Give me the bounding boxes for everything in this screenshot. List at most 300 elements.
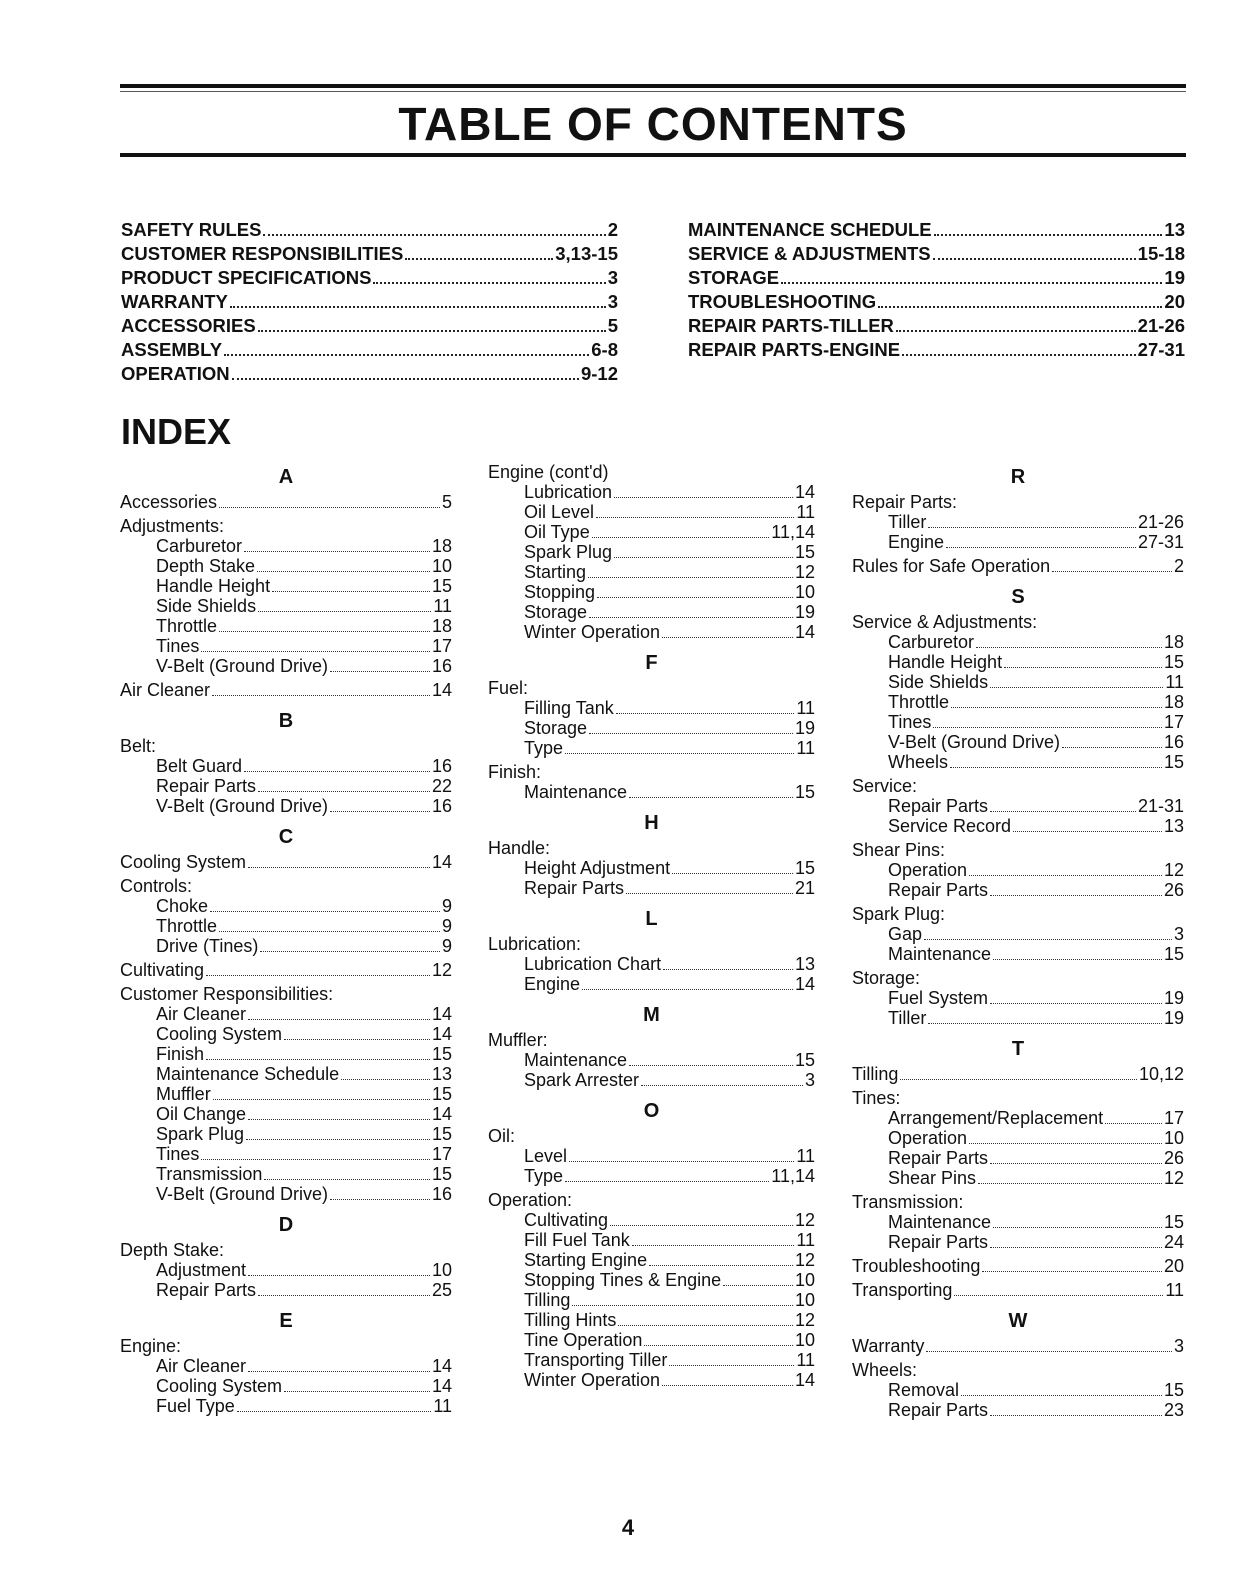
index-subentry [852, 796, 1184, 816]
index-entry-heading: Transmission: [852, 1192, 964, 1212]
index-subentry [488, 718, 815, 738]
index-letter-heading: R [1010, 466, 1026, 488]
index-subentry [852, 1108, 1184, 1128]
index-subentry-label: Finish [156, 1044, 205, 1064]
toc-entry-label: PRODUCT SPECIFICATIONS [121, 267, 372, 288]
index-entry-group [852, 1360, 1184, 1420]
index-entry-group [120, 1240, 452, 1300]
index-subentry-page: 11 [433, 596, 452, 616]
index-subentry [488, 1146, 815, 1166]
dot-leader [248, 1275, 430, 1276]
dot-leader [246, 1139, 430, 1140]
index-subentry-page: 16 [431, 756, 452, 776]
index-entry [120, 852, 452, 872]
dot-leader [565, 753, 794, 754]
toc-entry-page: 3,13-15 [555, 243, 618, 264]
index-subentry [852, 1128, 1184, 1148]
index-subentry [488, 542, 815, 562]
dot-leader [990, 1003, 1162, 1004]
index-letter-heading: A [278, 466, 294, 488]
index-subentry [120, 1260, 452, 1280]
index-subentry [488, 1290, 815, 1310]
index-entry-group [852, 904, 1184, 964]
index-subentry-label: Maintenance [524, 782, 628, 802]
index-subentry-label: Spark Arrester [524, 1070, 640, 1090]
index-subentry [488, 1350, 815, 1370]
toc-entry-page: 15-18 [1137, 243, 1185, 264]
toc-entry-label: SAFETY RULES [121, 219, 262, 240]
index-subentry-page: 13 [794, 954, 815, 974]
index-subentry-label: Tines [156, 636, 200, 656]
dot-leader [219, 507, 440, 508]
toc-entry [121, 314, 618, 338]
toc-entry-page: 3 [607, 291, 618, 312]
index-entry-label: Cooling System [120, 852, 247, 872]
toc-entry-label: CUSTOMER RESPONSIBILITIES [121, 243, 404, 264]
index-subentry-page: 13 [431, 1064, 452, 1084]
index-subentry-label: Belt Guard [156, 756, 243, 776]
dot-leader [201, 1159, 430, 1160]
index-subentry-label: Tiller [888, 1008, 927, 1028]
index-subentry-label: Engine [524, 974, 581, 994]
index-subentry [488, 482, 815, 502]
index-entry-group [120, 516, 452, 676]
index-subentry-page: 19 [794, 718, 815, 738]
index-column-3 [852, 462, 1184, 1424]
index-subentry-page: 14 [431, 1004, 452, 1024]
toc-entry-label: SERVICE & ADJUSTMENTS [688, 243, 931, 264]
index-entry-group [488, 934, 815, 994]
index-entry-label: Warranty [852, 1336, 925, 1356]
index-subentry [488, 502, 815, 522]
index-entry-group [488, 1190, 815, 1390]
dot-leader [649, 1265, 793, 1266]
dot-leader [572, 1305, 793, 1306]
index-subentry [488, 522, 815, 542]
index-entry-group [488, 1126, 815, 1186]
dot-leader [950, 767, 1162, 768]
dot-leader [592, 537, 770, 538]
index-subentry-page: 3 [1173, 924, 1184, 944]
dot-leader [969, 1143, 1162, 1144]
top-rule-thin [120, 91, 1186, 92]
index-subentry-label: Oil Type [524, 522, 590, 542]
index-subentry-label: Fuel Type [156, 1396, 235, 1416]
index-subentry [120, 1024, 452, 1044]
index-subentry-page: 18 [431, 616, 452, 636]
index-subentry [852, 1212, 1184, 1232]
index-subentry [120, 1064, 452, 1084]
dot-leader [961, 1395, 1162, 1396]
index-subentry-label: Throttle [156, 616, 218, 636]
index-subentry-label: Maintenance [888, 944, 992, 964]
index-entry-heading: Customer Responsibilities: [120, 984, 334, 1004]
dot-leader [596, 517, 794, 518]
index-letter-heading: L [645, 908, 658, 930]
index-entry-page: 11 [1165, 1280, 1184, 1300]
index-subentry-page: 22 [431, 776, 452, 796]
dot-leader [662, 1385, 793, 1386]
dot-leader [641, 1085, 803, 1086]
index-entry-group [852, 1280, 1184, 1300]
index-entry-heading: Oil: [488, 1126, 515, 1146]
index-subentry [488, 1250, 815, 1270]
index-entry-heading: Finish: [488, 762, 542, 782]
index-subentry-page: 15 [1163, 1380, 1184, 1400]
index-subentry-label: Filling Tank [524, 698, 614, 718]
dot-leader [219, 631, 430, 632]
dot-leader [928, 527, 1136, 528]
dot-leader [933, 727, 1162, 728]
index-subentry-label: Spark Plug [524, 542, 613, 562]
index-entry-heading: Engine: [120, 1336, 182, 1356]
index-subentry [120, 796, 452, 816]
dot-leader [330, 671, 430, 672]
dot-leader [248, 1019, 430, 1020]
index-subentry [852, 732, 1184, 752]
toc-entry [688, 242, 1185, 266]
index-entry-heading: Service: [852, 776, 918, 796]
index-subentry-label: Tine Operation [524, 1330, 643, 1350]
top-rule [120, 84, 1186, 88]
index-entry-group [852, 1192, 1184, 1252]
index-subentry-label: Repair Parts [888, 880, 989, 900]
dot-leader [232, 378, 579, 380]
index-subentry [120, 936, 452, 956]
index-subentry-page: 15 [794, 782, 815, 802]
index-entry-page: 14 [431, 680, 452, 700]
index-entry-label: Air Cleaner [120, 680, 211, 700]
index-subentry-label: Tilling [524, 1290, 571, 1310]
dot-leader [582, 989, 793, 990]
dot-leader [1062, 747, 1162, 748]
dot-leader [982, 1271, 1162, 1272]
index-subentry [120, 536, 452, 556]
dot-leader [672, 873, 793, 874]
index-letter-heading: D [278, 1214, 294, 1236]
index-entry-group [852, 612, 1184, 772]
index-entry-group [852, 1088, 1184, 1188]
toc-entry-page: 2 [607, 219, 618, 240]
index-entry-page: 10,12 [1138, 1064, 1184, 1084]
index-subentry-page: 10 [431, 1260, 452, 1280]
toc-entry [688, 314, 1185, 338]
index-subentry-label: Type [524, 1166, 564, 1186]
index-entry-group [120, 852, 452, 872]
index-subentry-page: 11,14 [771, 522, 815, 542]
dot-leader [934, 234, 1163, 236]
dot-leader [284, 1039, 430, 1040]
index-subentry-page: 14 [431, 1376, 452, 1396]
dot-leader [1004, 667, 1162, 668]
index-entry-group [852, 492, 1184, 552]
index-subentry-label: Storage [524, 718, 588, 738]
index-subentry-label: Oil Level [524, 502, 595, 522]
index-letter-heading: H [644, 812, 659, 834]
index-subentry-page: 15 [431, 1044, 452, 1064]
dot-leader [230, 306, 606, 308]
index-subentry-label: Handle Height [156, 576, 271, 596]
dot-leader [258, 611, 431, 612]
index-subentry [852, 988, 1184, 1008]
index-subentry [488, 1270, 815, 1290]
index-subentry [120, 616, 452, 636]
dot-leader [257, 571, 430, 572]
index-entry-page: 3 [1173, 1336, 1184, 1356]
dot-leader [1052, 571, 1172, 572]
index-subentry [488, 1210, 815, 1230]
index-subentry [488, 1230, 815, 1250]
dot-leader [781, 282, 1162, 284]
index-subentry [120, 1084, 452, 1104]
toc-entry-page: 21-26 [1137, 315, 1185, 336]
dot-leader [589, 617, 793, 618]
index-subentry-label: Depth Stake [156, 556, 256, 576]
index-subentry-page: 14 [794, 622, 815, 642]
dot-leader [1105, 1123, 1162, 1124]
dot-leader [237, 1411, 432, 1412]
index-subentry [852, 692, 1184, 712]
dot-leader [589, 733, 793, 734]
toc-entry-page: 3 [607, 267, 618, 288]
toc-entry [688, 338, 1185, 362]
index-subentry-page: 11,14 [771, 1166, 815, 1186]
index-subentry-page: 15 [431, 1124, 452, 1144]
index-subentry [488, 1070, 815, 1090]
index-subentry [120, 896, 452, 916]
index-subentry-page: 11 [796, 738, 815, 758]
index-subentry-page: 19 [1163, 1008, 1184, 1028]
index-entry-group [120, 984, 452, 1204]
index-entry-heading: Engine (cont'd) [488, 462, 609, 482]
toc-right-column [688, 218, 1185, 362]
index-entry [120, 492, 452, 512]
index-subentry-label: Operation [888, 1128, 968, 1148]
index-subentry [488, 1050, 815, 1070]
dot-leader [330, 811, 430, 812]
index-subentry-page: 21 [794, 878, 815, 898]
toc-entry-page: 20 [1164, 291, 1185, 312]
index-subentry-label: V-Belt (Ground Drive) [888, 732, 1061, 752]
index-subentry [488, 1166, 815, 1186]
index-subentry-label: Starting Engine [524, 1250, 648, 1270]
index-subentry-label: Drive (Tines) [156, 936, 259, 956]
index-subentry [852, 1400, 1184, 1420]
index-subentry-page: 15 [1163, 944, 1184, 964]
index-subentry-label: Air Cleaner [156, 1356, 247, 1376]
dot-leader [614, 557, 793, 558]
index-entry-label: Tilling [852, 1064, 899, 1084]
index-subentry-label: Wheels [888, 752, 949, 772]
index-subentry [488, 782, 815, 802]
dot-leader [669, 1365, 794, 1366]
index-entry-heading: Muffler: [488, 1030, 548, 1050]
index-entry [120, 680, 452, 700]
dot-leader [405, 258, 553, 260]
index-subentry-label: Muffler [156, 1084, 211, 1104]
dot-leader [258, 1295, 430, 1296]
toc-entry-label: WARRANTY [121, 291, 228, 312]
dot-leader [990, 895, 1162, 896]
index-subentry [852, 880, 1184, 900]
index-subentry-page: 10 [794, 582, 815, 602]
index-letter-heading: F [645, 652, 658, 674]
dot-leader [248, 1371, 430, 1372]
index-subentry-page: 14 [794, 1370, 815, 1390]
dot-leader [258, 791, 430, 792]
index-entry [852, 1256, 1184, 1276]
index-subentry-label: Transmission [156, 1164, 263, 1184]
dot-leader [926, 1351, 1172, 1352]
index-subentry-page: 16 [431, 796, 452, 816]
index-entry-page: 14 [431, 852, 452, 872]
index-subentry [120, 1280, 452, 1300]
index-subentry-label: Throttle [156, 916, 218, 936]
index-entry-page: 20 [1163, 1256, 1184, 1276]
index-subentry-page: 11 [796, 1350, 815, 1370]
dot-leader [878, 306, 1162, 308]
toc-entry-label: REPAIR PARTS-ENGINE [688, 339, 901, 360]
index-letter-heading: T [1011, 1038, 1025, 1060]
toc-entry [121, 290, 618, 314]
index-subentry [120, 656, 452, 676]
index-entry [120, 960, 452, 980]
dot-leader [264, 1179, 430, 1180]
index-subentry-page: 12 [794, 1250, 815, 1270]
dot-leader [206, 975, 430, 976]
index-subentry-label: Cooling System [156, 1024, 283, 1044]
toc-entry-label: ASSEMBLY [121, 339, 223, 360]
index-letter-heading: E [279, 1310, 293, 1332]
index-entry-group [120, 492, 452, 512]
index-entry-page: 12 [431, 960, 452, 980]
dot-leader [258, 330, 606, 332]
index-entry-group [852, 968, 1184, 1028]
dot-leader [212, 695, 430, 696]
dot-leader [272, 591, 430, 592]
index-entry-heading: Tines: [852, 1088, 901, 1108]
index-entry-heading: Controls: [120, 876, 193, 896]
index-entry-group [852, 840, 1184, 900]
toc-entry [688, 290, 1185, 314]
index-subentry-page: 16 [431, 1184, 452, 1204]
toc-entry-page: 6-8 [591, 339, 618, 360]
dot-leader [244, 551, 430, 552]
index-entry-label: Cultivating [120, 960, 205, 980]
index-subentry-page: 9 [441, 936, 452, 956]
toc-entry [121, 218, 618, 242]
index-subentry-page: 12 [794, 1310, 815, 1330]
index-subentry-label: Fuel System [888, 988, 989, 1008]
index-subentry-label: Maintenance [524, 1050, 628, 1070]
index-subentry-page: 11 [796, 1146, 815, 1166]
index-entry [852, 1280, 1184, 1300]
index-subentry-label: Tilling Hints [524, 1310, 617, 1330]
dot-leader [978, 1183, 1162, 1184]
index-entry-heading: Lubrication: [488, 934, 582, 954]
index-subentry-page: 21-31 [1137, 796, 1184, 816]
index-subentry-label: Lubrication Chart [524, 954, 662, 974]
index-subentry-label: Transporting Tiller [524, 1350, 668, 1370]
index-subentry [120, 1104, 452, 1124]
index-subentry-page: 15 [1163, 652, 1184, 672]
dot-leader [626, 893, 793, 894]
toc-entry [688, 266, 1185, 290]
index-subentry-page: 21-26 [1137, 512, 1184, 532]
index-subentry [120, 596, 452, 616]
index-entry-page: 5 [441, 492, 452, 512]
index-subentry-page: 14 [794, 482, 815, 502]
index-subentry-page: 11 [796, 502, 815, 522]
toc-entry-label: TROUBLESHOOTING [688, 291, 877, 312]
dot-leader [969, 875, 1162, 876]
dot-leader [976, 647, 1162, 648]
index-subentry-page: 15 [431, 1084, 452, 1104]
index-entry-group [852, 1256, 1184, 1276]
dot-leader [644, 1345, 793, 1346]
index-entry-group [120, 1336, 452, 1416]
index-subentry-page: 14 [794, 974, 815, 994]
index-subentry-label: Adjustment [156, 1260, 247, 1280]
dot-leader [260, 951, 440, 952]
index-subentry [120, 776, 452, 796]
index-subentry [852, 1148, 1184, 1168]
index-subentry-page: 15 [431, 1164, 452, 1184]
index-subentry-page: 27-31 [1137, 532, 1184, 552]
index-subentry [120, 1124, 452, 1144]
dot-leader [896, 330, 1136, 332]
dot-leader [330, 1199, 430, 1200]
index-subentry-label: Spark Plug [156, 1124, 245, 1144]
index-entry-heading: Adjustments: [120, 516, 225, 536]
index-entry [852, 556, 1184, 576]
index-subentry [120, 1044, 452, 1064]
index-entry-heading: Repair Parts: [852, 492, 958, 512]
index-subentry-label: Maintenance [888, 1212, 992, 1232]
dot-leader [663, 969, 793, 970]
index-subentry-label: Removal [888, 1380, 960, 1400]
index-subentry [852, 1008, 1184, 1028]
index-subentry-page: 15 [794, 858, 815, 878]
index-subentry [488, 1330, 815, 1350]
index-entry-page: 2 [1173, 556, 1184, 576]
index-subentry-label: Stopping [524, 582, 596, 602]
index-letter-heading: O [643, 1100, 660, 1122]
index-subentry-label: Throttle [888, 692, 950, 712]
index-entry-group [852, 776, 1184, 836]
toc-entry-page: 19 [1164, 267, 1185, 288]
index-subentry-label: Carburetor [888, 632, 975, 652]
index-entry-heading: Spark Plug: [852, 904, 946, 924]
index-column-2 [488, 462, 815, 1394]
index-subentry-label: Tiller [888, 512, 927, 532]
index-subentry [120, 1396, 452, 1416]
index-subentry-page: 14 [431, 1356, 452, 1376]
index-subentry-page: 14 [431, 1104, 452, 1124]
index-entry-group [488, 762, 815, 802]
index-subentry [488, 622, 815, 642]
index-subentry [120, 1144, 452, 1164]
index-entry-heading: Wheels: [852, 1360, 918, 1380]
dot-leader [248, 1119, 430, 1120]
index-entry-group [120, 736, 452, 816]
toc-entry-page: 9-12 [580, 363, 618, 384]
toc-entry-label: OPERATION [121, 363, 230, 384]
dot-leader [614, 497, 793, 498]
index-subentry [852, 924, 1184, 944]
dot-leader [928, 1023, 1162, 1024]
index-subentry-page: 15 [1163, 1212, 1184, 1232]
